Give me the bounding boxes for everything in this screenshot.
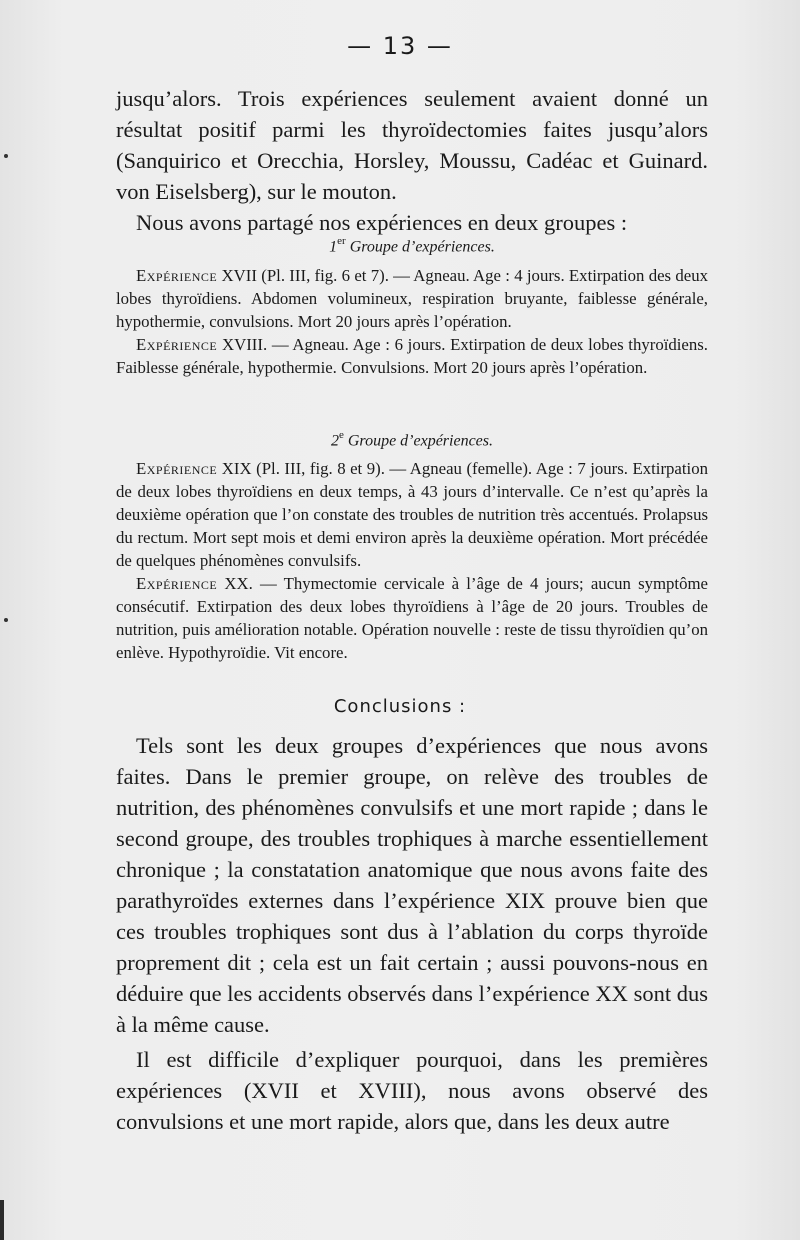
experience-xx-paragraph xyxy=(116,572,708,664)
page-edge-shadow xyxy=(0,1200,4,1240)
experience-xx-text: XX. — Thymectomie cervicale à l’âge de 4 jours; aucun symptôme consécutif. Extirpation des deux lobes thyroïdiens à l’âge de 20 jours. Troubles de nutrition, puis amélioration notable. Opération nouvelle : reste de tissu thyroïdien qu’on enlève. Hypothyroïdie. Vit encore. xyxy=(116,574,708,662)
margin-speck xyxy=(4,154,8,158)
group-1-heading xyxy=(116,236,708,256)
experiences-group-2 xyxy=(116,457,708,664)
group-2-heading xyxy=(116,430,708,450)
conclusions-paragraph-1: Tels sont les deux groupes d’expériences que nous avons faites. Dans le premier groupe, on relève des troubles de nutrition, des phénomènes convulsifs et une mort rapide ; dans le second groupe, des troubles trophiques à marche essentiellement chronique ; la constatation anatomique que nous avons faite des parathyroïdes externes dans l’expérience XIX prouve bien que ces troubles trophiques sont dus à l’ablation du corps thyroïde proprement dit ; cela est un fait certain ; aussi pouvons-nous en déduire que les accidents observés dans l’expérience XX sont dus à la même cause. xyxy=(116,733,708,1037)
group-2-title: Groupe d’expériences. xyxy=(347,432,493,450)
conclusions-body xyxy=(116,730,708,1137)
experience-xx-label: Expérience xyxy=(136,574,218,593)
intro-paragraph-1: jusqu’alors. Trois expériences seulement avaient donné un résultat positif parmi les thyroïdectomies faites jusqu’alors (Sanquirico et Orecchia, Horsley, Moussu, Cadéac et Guinard. von Eiselsberg), sur le mouton. xyxy=(116,86,708,204)
conclusions-heading: Conclusions : xyxy=(333,696,467,717)
experience-xviii-label: Expérience xyxy=(136,335,218,354)
intro-paragraph xyxy=(116,83,708,238)
experience-xix-text: XIX (Pl. III, fig. 8 et 9). — Agneau (femelle). Age : 7 jours. Extirpation de deux lobes thyroïdiens en deux temps, à 43 jours d’intervalle. Ce n’est qu’après la deuxième opération que l’on constate des troubles de nutrition très accentués. Prolapsus du rectum. Mort sept mois et demi environ après la deuxième opération. Mort précédée de quelques phénomènes convulsifs. xyxy=(116,459,708,570)
conclusions-paragraph-2: Il est difficile d’expliquer pourquoi, dans les premières expériences (XVII et XVIII), nous avons observé des convulsions et une mort rapide, alors que, dans les deux autre xyxy=(116,1047,708,1134)
page-number: — 13 — xyxy=(347,32,453,60)
group-1-number: 1 xyxy=(329,238,338,256)
experience-xvii-paragraph xyxy=(116,264,708,333)
experience-xviii-paragraph xyxy=(116,333,708,379)
experience-xvii-text: XVII (Pl. III, fig. 6 et 7). — Agneau. Age : 4 jours. Extirpation des deux lobes thyroïdiens. Abdomen volumineux, respiration bruyante, faiblesse générale, hypothermie, convulsions. Mort 20 jours après l’opération. xyxy=(116,266,708,331)
intro-paragraph-2: Nous avons partagé nos expériences en deux groupes : xyxy=(136,210,628,235)
group-1-title: Groupe d’expériences. xyxy=(349,238,495,256)
margin-speck xyxy=(4,618,8,622)
group-2-number: 2 xyxy=(330,432,339,450)
group-2-suffix: e xyxy=(338,429,344,441)
experience-xvii-label: Expérience xyxy=(136,266,218,285)
experience-xviii-text: XVIII. — Agneau. Age : 6 jours. Extirpation de deux lobes thyroïdiens. Faiblesse générale, hypothermie. Convulsions. Mort 20 jours après l’opération. xyxy=(116,335,708,377)
experiences-group-1 xyxy=(116,264,708,379)
group-1-suffix: er xyxy=(337,235,346,247)
experience-xix-paragraph xyxy=(116,457,708,572)
experience-xix-label: Expérience xyxy=(136,459,218,478)
